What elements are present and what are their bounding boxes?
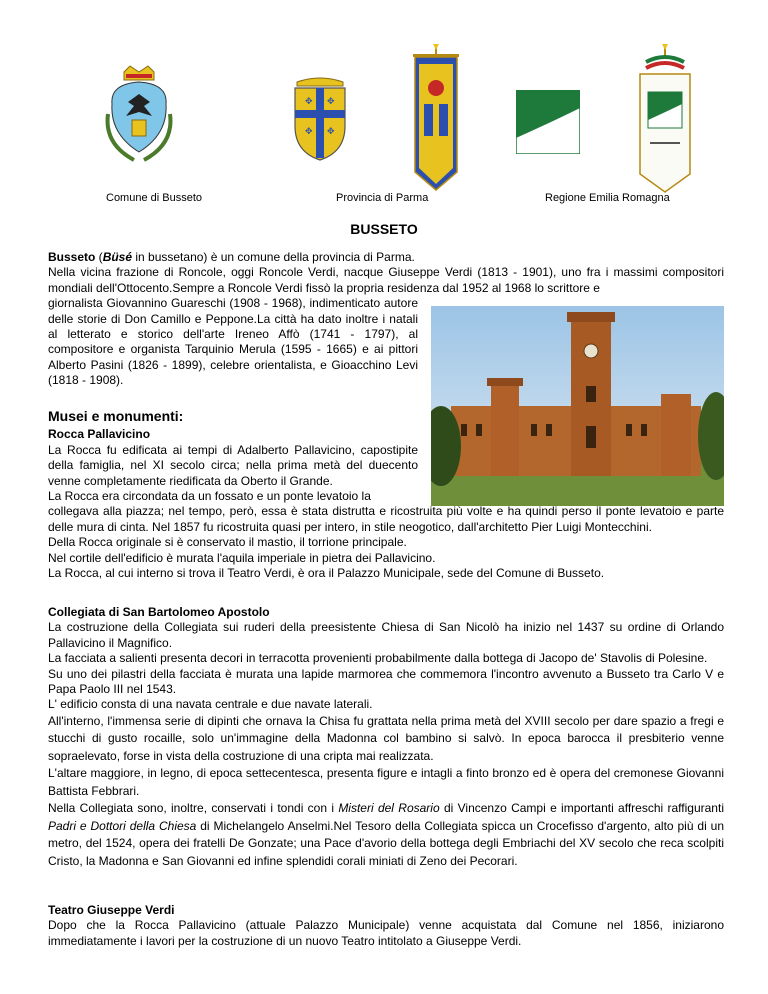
- rocca-paragraph-3: collegava alla piazza; nel tempo, però, essa è stata distrutta e ricostruita più volte e ha quindi perso il ponte levatoio e parte delle mura di cinta. Nel 1857 fu ricostruita quasi per intero, in stile neogotico, dall'architetto Pier Luigi Montecchini.: [48, 504, 724, 534]
- collegiata-paragraph-6: L'altare maggiore, in legno, di epoca settecentesca, presenta figure e intagli a finto bronzo ed è opera del cremonese Giovanni Battista Febbrari.: [48, 766, 724, 798]
- collegiata-p7-a: Nella Collegiata sono, inoltre, conservati i tondi con i: [48, 801, 339, 816]
- collegiata-paragraph-4: L' edificio consta di una navata centrale e due navate laterali.: [48, 697, 373, 712]
- collegiata-paragraph-1: La costruzione della Collegiata sui ruderi della preesistente Chiesa di San Nicolò ha inizio nel 1437 su ordine di Orlando Pallavicino il Magnifico.: [48, 620, 724, 650]
- svg-text:✥: ✥: [305, 97, 313, 107]
- collegiata-title: Collegiata di San Bartolomeo Apostolo: [48, 605, 270, 619]
- rocca-title: Rocca Pallavicino: [48, 427, 151, 442]
- emilia-romagna-banner-icon: [632, 44, 698, 194]
- rocca-paragraph-1: La Rocca fu edificata ai tempi di Adalberto Pallavicino, capostipite della famiglia, nel XI secolo circa; nella prima metà del duecento venne completamente riedificata da Oberto il Grande.: [48, 442, 418, 488]
- misteri-rosario-title: Misteri del Rosario: [338, 801, 440, 816]
- intro-bold-name: Busseto: [48, 250, 96, 264]
- padri-dottori-title: Padri e Dottori della Chiesa: [48, 818, 197, 833]
- parma-crest-icon: [289, 74, 351, 162]
- svg-text:✥: ✥: [327, 127, 335, 137]
- intro-local-name: Büsé: [102, 250, 133, 264]
- svg-text:✥: ✥: [327, 97, 335, 107]
- rocca-paragraph-2: La Rocca era circondata da un fossato e un ponte levatoio la: [48, 489, 371, 504]
- emilia-romagna-flag-icon: [516, 90, 580, 154]
- intro-paragraph-3: giornalista Giovannino Guareschi (1908 - 1968), indimenticato autore delle storie di Don Camillo e Peppone.La città ha dato inoltre i natali al letterato e storico dell'arte Ireneo Affò (1741 - 1797), al compositore e organista Tarquinio Merula (1595 - 1665) e ai pittori Alberto Pasini (1826 - 1899), celebre orientalista, e Gioacchino Levi (1818 - 1908).: [48, 296, 418, 388]
- collegiata-section: [48, 605, 724, 870]
- svg-text:✥: ✥: [305, 127, 313, 137]
- caption-provincia: Provincia di Parma: [336, 192, 429, 204]
- heraldry-row: [0, 44, 768, 204]
- caption-comune: Comune di Busseto: [106, 192, 202, 204]
- busseto-crest-icon: [104, 64, 174, 164]
- teatro-paragraph-1: Dopo che la Rocca Pallavicino (attuale Palazzo Municipale) venne acquistata dal Comune nel 1856, iniziarono immediatamente i lavori per la costruzione di un nuovo Teatro intitolato a Giuseppe Verdi.: [48, 918, 724, 948]
- collegiata-paragraph-2: La facciata a salienti presenta decori in terracotta provenienti probabilmente dalla bottega di Jacopo de' Stavolis di Polesine.: [48, 651, 708, 666]
- teatro-title: Teatro Giuseppe Verdi: [48, 903, 175, 917]
- intro-section: [48, 250, 724, 389]
- collegiata-paragraph-7: [48, 800, 724, 870]
- musei-section: [48, 409, 724, 581]
- teatro-section: [48, 903, 724, 949]
- collegiata-paragraph-3: Su uno dei pilastri della facciata è murata una lapide marmorea che commemora l'incontro avvenuto a Busseto tra Carlo V e Papa Paolo III nel 1543.: [48, 666, 724, 697]
- musei-heading: Musei e monumenti:: [48, 408, 184, 424]
- collegiata-p7-c: di Vincenzo Campi e importanti affreschi raffiguranti: [439, 801, 724, 816]
- collegiata-p7-e: di Michelangelo Anselmi.Nel Tesoro della Collegiata spicca un Crocefisso d'argento, alto più di un metro, del 1524, opera dei fratelli De Gonzate; una Pace d'avorio della bottega degli Embriachi del XV secolo che reca scolpiti Cristo, la Madonna e San Giovanni ed infine splendidi corali miniati di Zeno dei Pecorari.: [48, 818, 725, 868]
- intro-paragraph-1: [48, 250, 724, 265]
- collegiata-paragraph-5: All'interno, l'immensa serie di dipinti che ornava la Chisa fu grattata nella prima metà del XVIII secolo per dare spazio a fregi e stucchi di gusto rocaille, solo un'immagine della Madonna col bambino si salvò. In epoca barocca il presbiterio venne sopraelevato, forse in vista della costruzione di una cripta mai realizzata.: [48, 713, 724, 763]
- rocca-paragraph-4: Della Rocca originale si è conservato il mastio, il torrione principale.: [48, 535, 407, 550]
- intro-paragraph-2: Nella vicina frazione di Roncole, oggi Roncole Verdi, nacque Giuseppe Verdi (1813 - 1901), uno fra i massimi compositori mondiali dell'Ottocento.Sempre a Roncole Verdi fissò la propria residenza dal 1952 al 1968 lo scrittore e: [48, 265, 724, 295]
- rocca-paragraph-5: Nel cortile dell'edificio è murata l'aquila imperiale in pietra dei Pallavicino.: [48, 550, 436, 565]
- intro-paren: (: [95, 250, 103, 264]
- parma-banner-icon: [411, 44, 461, 192]
- page-title: BUSSETO: [350, 221, 418, 237]
- intro-rest: in bussetano) è un comune della provincia di Parma.: [132, 250, 415, 264]
- rocca-paragraph-6: La Rocca, al cui interno si trova il Teatro Verdi, è ora il Palazzo Municipale, sede del Comune di Busseto.: [48, 566, 605, 581]
- caption-regione: Regione Emilia Romagna: [545, 192, 670, 204]
